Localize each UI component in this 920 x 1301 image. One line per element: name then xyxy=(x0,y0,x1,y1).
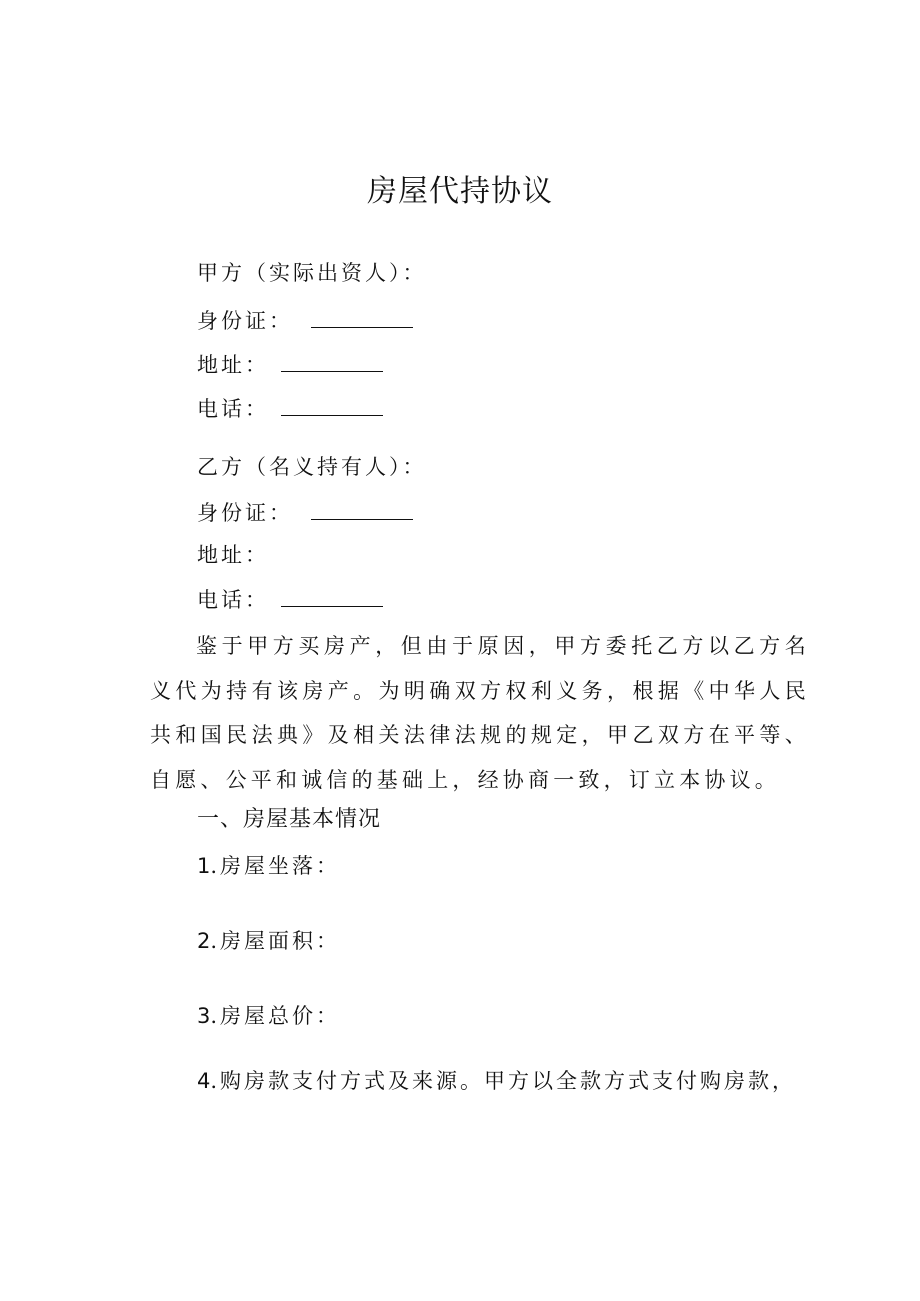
party-b-phone-blank xyxy=(281,584,383,607)
item-text: .房屋总价： xyxy=(210,1004,341,1028)
section-1-item xyxy=(197,1066,796,1096)
item-text: .购房款支付方式及来源。甲方以全款方式支付购房款， xyxy=(210,1069,797,1093)
party-b-id-label: 身份证： xyxy=(197,501,293,525)
party-b-address-line xyxy=(197,540,269,570)
section-1-item xyxy=(197,1001,340,1031)
party-a-id-blank xyxy=(311,305,413,328)
party-b-label: 乙方（名义持有人）： xyxy=(197,455,427,479)
item-number: 4 xyxy=(197,1069,211,1093)
party-b-phone-label: 电话： xyxy=(197,588,269,612)
item-number: 2 xyxy=(197,929,211,953)
party-a-phone-line xyxy=(197,393,383,424)
item-text: .房屋坐落： xyxy=(210,854,341,878)
party-a-address-line xyxy=(197,349,383,380)
party-a-id-line xyxy=(197,305,413,336)
party-b-phone-line xyxy=(197,584,383,615)
party-b-id-blank xyxy=(311,497,413,520)
party-b-address-label: 地址： xyxy=(197,543,269,567)
party-a-address-label: 地址： xyxy=(197,353,269,377)
party-a-id-label: 身份证： xyxy=(197,309,293,333)
party-b-id-line xyxy=(197,497,413,528)
party-a-address-blank xyxy=(281,349,383,372)
party-a-phone-label: 电话： xyxy=(197,397,269,421)
document-title: 房屋代持协议 xyxy=(367,174,553,209)
party-a-phone-blank xyxy=(281,393,383,416)
preamble-paragraph: 鉴于甲方买房产，但由于原因，甲方委托乙方以乙方名义代为持有该房产。为明确双方权利义务，根据《中华人民共和国民法典》及相关法律法规的规定，甲乙双方在平等、自愿、公平和诚信的基础上，经协商一致，订立本协议。 xyxy=(150,634,810,792)
item-text: .房屋面积： xyxy=(210,929,341,953)
section-1-item xyxy=(197,851,340,881)
party-a-label: 甲方（实际出资人）： xyxy=(197,261,427,285)
item-number: 3 xyxy=(197,1004,211,1028)
section-1-item xyxy=(197,926,340,956)
section-1-heading: 一、房屋基本情况 xyxy=(197,807,382,832)
item-number: 1 xyxy=(197,854,211,878)
